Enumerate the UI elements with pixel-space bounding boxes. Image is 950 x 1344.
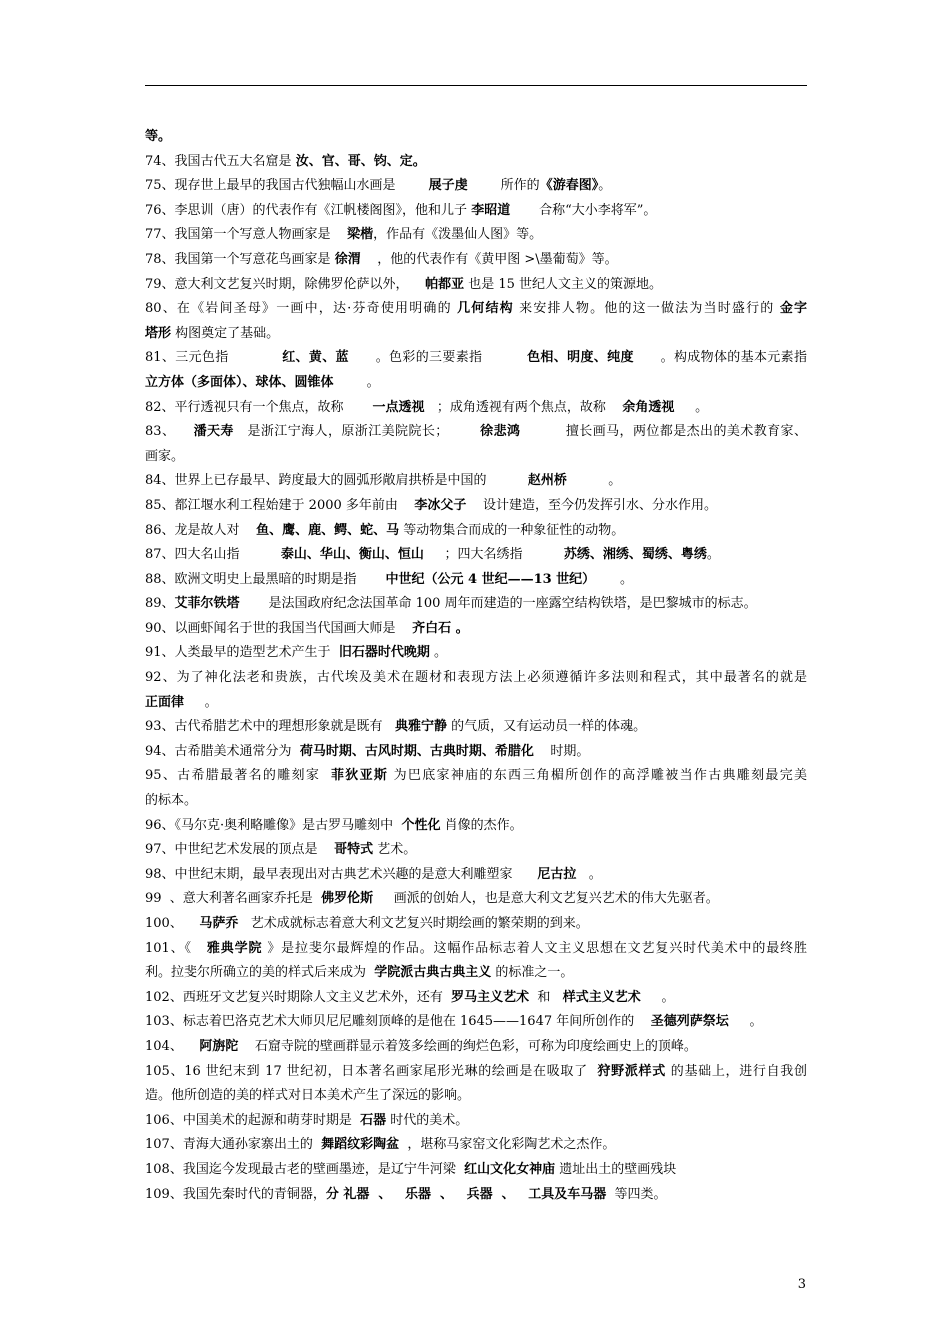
question-text: 97、中世纪艺术发展的顶点是 <box>145 842 335 858</box>
text-line <box>145 1035 807 1060</box>
answer-text: 阿旃陀 <box>199 1038 239 1054</box>
text-line <box>145 445 807 470</box>
text-line <box>145 371 807 396</box>
answer-text: 齐白石 。 <box>412 620 469 636</box>
answer-text: 色相、明度、纯度 <box>527 350 634 366</box>
answer-text: 罗马主义艺术 <box>451 989 530 1005</box>
answer-text: 马萨乔 <box>199 916 239 931</box>
text-line <box>145 174 807 199</box>
question-text: 遗址出土的壁画残块 <box>555 1161 677 1177</box>
question-text: 的标准之一。 <box>491 965 574 981</box>
answer-text: 一点透视 <box>372 399 425 415</box>
question-text: 75、现存世上最早的我国古代独幅山水画是 <box>145 178 429 194</box>
question-text: 是浙江宁海人，原浙江美院院长； <box>233 424 481 440</box>
text-line <box>145 125 807 150</box>
question-text: 103、标志着巴洛克艺术大师贝尼尼雕刻顶峰的是他在 1645——1647 年间所创作的 <box>145 1014 651 1030</box>
question-text: ；成角透视有两个焦点，故称 <box>424 399 623 415</box>
text-line <box>145 863 807 888</box>
question-text: 91、人类最早的造型艺术产生于 <box>145 645 339 661</box>
text-line <box>145 617 807 642</box>
text-line <box>145 568 807 593</box>
text-line <box>145 740 807 765</box>
question-text: 104、 <box>145 1038 200 1054</box>
question-text: 石窟寺院的壁画群显示着笈多绘画的绚烂色彩，可称为印度绘画史上的顶峰。 <box>238 1038 697 1054</box>
text-line <box>145 322 807 347</box>
question-text: 81、三元色指 <box>145 350 283 366</box>
answer-text: 几何结构 <box>457 301 514 317</box>
question-text: 。 <box>595 571 633 587</box>
question-text: 。 <box>728 1014 763 1030</box>
answer-text: 舞蹈纹彩陶盆 <box>321 1137 400 1153</box>
text-line <box>145 937 807 962</box>
answer-text: 徐渭 <box>334 251 361 267</box>
answer-text: 金字 <box>779 301 807 317</box>
text-line <box>145 199 807 224</box>
question-text: 96、《马尔克·奥利略雕像》是古罗马雕刻中 <box>145 817 402 833</box>
answer-text: 展子虔 <box>428 178 468 194</box>
text-line <box>145 887 807 912</box>
answer-text: 佛罗伦斯 <box>321 891 374 907</box>
text-line <box>145 543 807 568</box>
question-text: 等四类。 <box>606 1186 667 1202</box>
page-body <box>145 125 807 1207</box>
question-text: 肖像的杰作。 <box>440 817 523 833</box>
text-line <box>145 1133 807 1158</box>
answer-text: 个性化 <box>401 817 441 833</box>
question-text: 为巴底家神庙的东西三角楣所创作的高浮雕被当作古典雕刻最完美 <box>388 768 807 784</box>
question-text: 所作的 <box>467 178 540 194</box>
question-text: 合称“大小李将军”。 <box>510 202 657 218</box>
answer-text: 样式主义艺术 <box>562 989 641 1005</box>
question-text: 的气质，又有运动员一样的体魂。 <box>446 719 647 735</box>
question-text: 79、意大利文艺复兴时期，除佛罗伦萨以外， <box>145 276 426 292</box>
text-line <box>145 420 807 445</box>
question-text: 87、四大名山指 <box>145 547 281 563</box>
answer-text: 帕都亚 <box>425 276 465 292</box>
answer-text: 尼古拉 <box>537 866 577 882</box>
answer-text: 中世纪（公元 4 世纪——13 世纪） <box>385 571 596 587</box>
text-line <box>145 986 807 1011</box>
answer-text: 红山文化女神庙 <box>464 1161 556 1177</box>
text-line <box>145 838 807 863</box>
text-line <box>145 519 807 544</box>
question-text: 设计建造，至今仍发挥引水、分水作用。 <box>466 497 717 513</box>
question-text: 74、我国古代五大名窟是 <box>145 153 296 169</box>
question-text: 105、16 世纪末到 17 世纪初，日本著名画家尾形光琳的绘画是在吸取了 <box>145 1063 598 1079</box>
question-text: ；四大名绣指 <box>423 547 564 563</box>
text-line <box>145 297 807 322</box>
answer-text: 李冰父子 <box>414 497 467 513</box>
question-text: 109、我国先秦时代的青铜器， <box>145 1186 326 1202</box>
text-line <box>145 715 807 740</box>
text-line <box>145 273 807 298</box>
question-text: ，作品有《泼墨仙人图》等。 <box>373 227 543 243</box>
question-text: 造。他所创造的美的样式对日本美术产生了深远的影响。 <box>145 1088 471 1104</box>
question-text: 构图奠定了基础。 <box>171 325 280 341</box>
question-text: 。 <box>706 547 720 563</box>
answer-text: 李昭道 <box>471 202 511 218</box>
answer-text: 汝、官、哥、钧、定。 <box>295 153 426 169</box>
text-line <box>145 1183 807 1208</box>
question-text: 108、我国迄今发现最古老的壁画墨迹，是辽宁牛河梁 <box>145 1161 465 1177</box>
answer-text: 石器 <box>360 1112 387 1128</box>
question-text: 89、 <box>145 596 175 612</box>
question-text: 等动物集合而成的一种象征性的动物。 <box>399 522 625 538</box>
question-text: 艺术。 <box>373 842 417 858</box>
answer-text: 赵州桥 <box>527 473 567 489</box>
text-line <box>145 1158 807 1183</box>
text-line <box>145 1010 807 1035</box>
question-text: 100、 <box>145 916 200 931</box>
question-text: 擅长画马，两位都是杰出的美术教育家、 <box>520 424 807 440</box>
question-text: 。 <box>598 178 612 194</box>
question-text: 。 <box>640 989 675 1005</box>
answer-text: 苏绣、湘绣、蜀绣、粤绣 <box>563 547 707 563</box>
question-text: 95、古希腊最著名的雕刻家 <box>145 768 331 784</box>
text-line <box>145 961 807 986</box>
question-text: 》是拉斐尔最辉煌的作品。这幅作品标志着人文主义思想在文艺复兴时代美术中的最终胜 <box>262 940 807 956</box>
text-line <box>145 396 807 421</box>
answer-text: 红、黄、蓝 <box>282 350 349 366</box>
text-line <box>145 494 807 519</box>
text-line <box>145 346 807 371</box>
question-text: 94、古希腊美术通常分为 <box>145 743 300 759</box>
question-text: 。 <box>566 473 622 489</box>
text-line <box>145 150 807 175</box>
question-text: 99 、意大利著名画家乔托是 <box>145 891 322 907</box>
answer-text: 泰山、华山、衡山、恒山 <box>280 547 424 563</box>
question-text: 76、李思训（唐）的代表作有《江帆楼阁图》，他和儿子 <box>145 202 472 218</box>
text-line <box>145 1060 807 1085</box>
question-text: 93、古代希腊艺术中的理想形象就是既有 <box>145 719 395 735</box>
answer-text: 雅典学院 <box>206 940 263 956</box>
question-text: 101、《 <box>145 940 207 956</box>
question-text: 是法国政府纪念法国革命 100 周年而建造的一座露空结构铁塔，是巴黎城市的标志。 <box>239 596 757 612</box>
question-text: 来安排人物。他的这一做法为当时盛行的 <box>513 301 780 317</box>
question-text: 78、我国第一个写意花鸟画家是 <box>145 251 335 267</box>
question-text: 的标本。 <box>145 793 198 809</box>
question-text: 画家。 <box>145 448 185 464</box>
question-text: 。 <box>429 645 447 661</box>
question-text: 画派的创始人，也是意大利文艺复兴艺术的伟大先驱者。 <box>373 891 719 907</box>
question-text: 90、以画虾闻名于世的我国当代国画大师是 <box>145 620 413 636</box>
answer-text: 梁楷 <box>347 227 374 243</box>
answer-text: 《游春图》 <box>539 178 599 194</box>
text-line <box>145 912 807 937</box>
question-text: ，他的代表作有《黄甲图 >\墨葡萄》等。 <box>360 251 618 267</box>
answer-text: 分 礼器 、 乐器 、 兵器 、 工具及车马器 <box>325 1186 607 1202</box>
header-rule <box>145 85 807 86</box>
text-line <box>145 691 807 716</box>
question-text: 80、在《岩间圣母》一画中，达·芬奇使用明确的 <box>145 301 458 317</box>
answer-text: 艾菲尔铁塔 <box>174 596 240 612</box>
question-text: 77、我国第一个写意人物画家是 <box>145 227 348 243</box>
question-text: 时期。 <box>533 743 590 759</box>
answer-text: 旧石器时代晚期 <box>338 645 430 661</box>
question-text: 艺术成就标志着意大利文艺复兴时期绘画的繁荣期的到来。 <box>238 916 589 931</box>
text-line <box>145 248 807 273</box>
question-text: 107、青海大通孙家寨出土的 <box>145 1137 322 1153</box>
question-text: 98、中世纪末期，最早表现出对古典艺术兴趣的是意大利雕塑家 <box>145 866 538 882</box>
answer-text: 潘天寿 <box>193 424 234 440</box>
text-line <box>145 641 807 666</box>
question-text: 利。拉斐尔所确立的美的样式后来成为 <box>145 965 375 981</box>
text-line <box>145 666 807 691</box>
question-text: 88、欧洲文明史上最黑暗的时期是指 <box>145 571 386 587</box>
question-text: ，堪称马家窑文化彩陶艺术之杰作。 <box>399 1137 616 1153</box>
question-text: 84、世界上已存最早、跨度最大的圆弧形敞肩拱桥是中国的 <box>145 473 528 489</box>
answer-text: 圣德列萨祭坛 <box>650 1014 729 1030</box>
question-text: 。 <box>184 694 218 710</box>
question-text: 也是 15 世纪人文主义的策源地。 <box>464 276 663 292</box>
question-text: 102、西班牙文艺复兴时期除人文主义艺术外，还有 <box>145 989 452 1005</box>
answer-text: 徐悲鸿 <box>480 424 521 440</box>
question-text: 。 <box>576 866 602 882</box>
text-line <box>145 1084 807 1109</box>
answer-text: 哥特式 <box>334 842 374 858</box>
answer-text: 荷马时期、古风时期、古典时期、希腊化 <box>299 743 534 759</box>
answer-text: 鱼、鹰、鹿、鳄、蛇、马 <box>256 522 400 538</box>
answer-text: 余角透视 <box>622 399 675 415</box>
question-text: 和 <box>529 989 563 1005</box>
question-text: 。 <box>333 374 380 390</box>
text-line <box>145 764 807 789</box>
question-text: 106、中国美术的起源和萌芽时期是 <box>145 1112 361 1128</box>
question-text: 的基础上，进行自我创 <box>665 1063 807 1079</box>
page-number: 3 <box>797 1277 806 1292</box>
question-text: 。色彩的三要素指 <box>348 350 528 366</box>
question-text: 时代的美术。 <box>386 1112 469 1128</box>
question-text: 86、龙是故人对 <box>145 522 257 538</box>
answer-text: 学院派古典古典主义 <box>374 965 492 981</box>
text-line <box>145 592 807 617</box>
question-text: 。 <box>674 399 709 415</box>
question-text: 82、平行透视只有一个焦点，故称 <box>145 399 373 415</box>
answer-text: 狩野派样式 <box>597 1063 666 1079</box>
question-text: 。构成物体的基本元素指 <box>633 350 807 366</box>
text-line <box>145 469 807 494</box>
answer-text: 立方体（多面体）、球体、圆锥体 <box>145 374 334 390</box>
text-line <box>145 814 807 839</box>
answer-text: 等。 <box>145 129 172 144</box>
question-text: 92、为了神化法老和贵族，古代埃及美术在题材和表现方法上必须遵循许多法则和程式，其中最著名的就是 <box>145 670 807 686</box>
text-line <box>145 789 807 814</box>
text-line <box>145 223 807 248</box>
answer-text: 塔形 <box>145 325 172 341</box>
question-text: 85、都江堰水利工程始建于 2000 多年前由 <box>145 497 415 513</box>
answer-text: 正面律 <box>145 694 185 710</box>
question-text: 83、 <box>145 424 194 440</box>
text-line <box>145 1109 807 1134</box>
answer-text: 菲狄亚斯 <box>331 768 389 784</box>
answer-text: 典雅宁静 <box>394 719 447 735</box>
